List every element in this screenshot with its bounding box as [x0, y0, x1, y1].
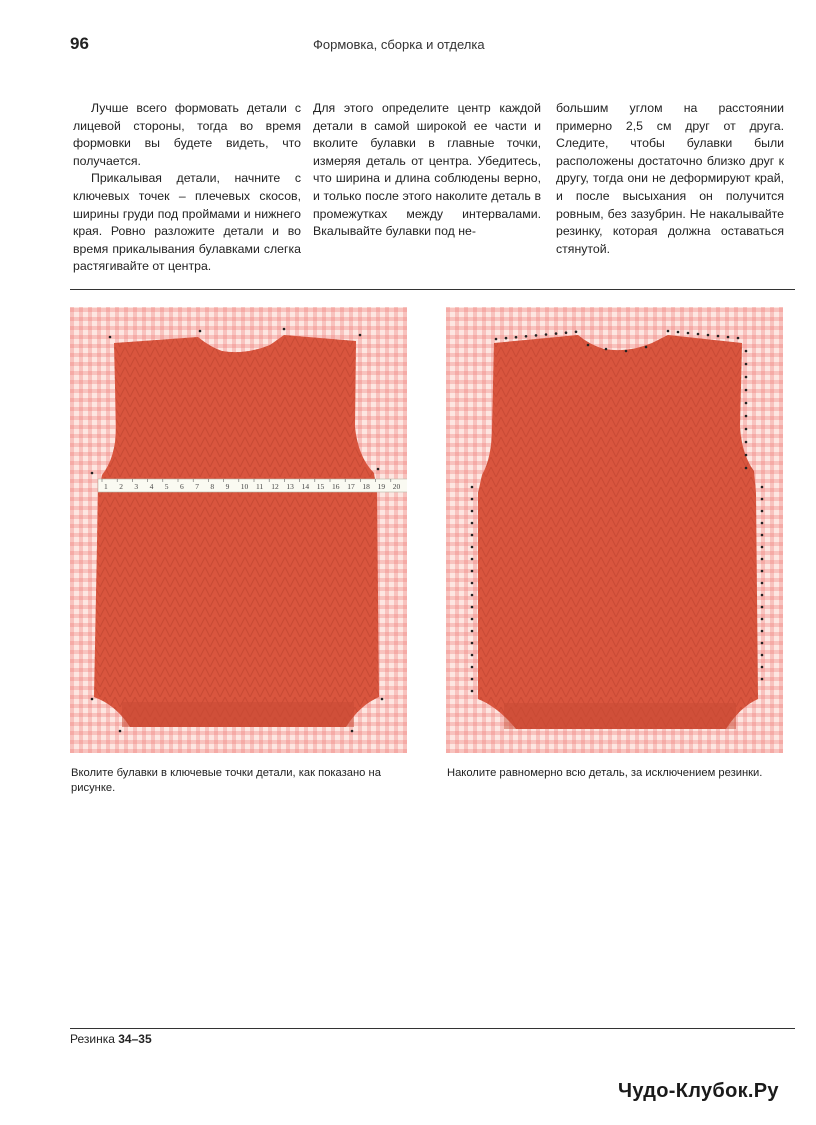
pin-dot: [471, 618, 474, 621]
pin-dot: [515, 336, 518, 339]
ruler-number: 1: [104, 482, 108, 491]
photo-key-points: [70, 307, 407, 753]
ruler-number: 4: [149, 482, 154, 491]
pin-dot: [761, 618, 764, 621]
pin-dot: [761, 642, 764, 645]
running-head: Формовка, сборка и отделка: [313, 37, 485, 52]
pin-dot: [545, 333, 548, 336]
ruler-number: 8: [210, 482, 215, 491]
pin-dot: [471, 570, 474, 573]
pin-dot: [575, 331, 578, 334]
pin-dot: [761, 666, 764, 669]
pin-dot: [745, 350, 748, 353]
pin-dot: [625, 350, 628, 353]
pin-dot: [91, 698, 94, 701]
pin-dot: [587, 344, 590, 347]
pin-dot: [555, 332, 558, 335]
pin-dot: [471, 642, 474, 645]
pin-dot: [351, 730, 354, 733]
pin-dot: [471, 654, 474, 657]
pin-dot: [761, 594, 764, 597]
pin-dot: [645, 346, 648, 349]
pin-dot: [745, 389, 748, 392]
pin-dot: [761, 510, 764, 513]
top-divider: [70, 289, 795, 290]
knitted-pinned-piece-illustration: [446, 307, 783, 753]
pin-dot: [471, 486, 474, 489]
pin-dot: [745, 441, 748, 444]
pin-dot: [283, 328, 286, 331]
cross-reference-label: Резинка: [70, 1032, 115, 1046]
ruler-number: 13: [286, 482, 294, 491]
pin-dot: [605, 348, 608, 351]
ruler-number: 12: [271, 482, 279, 491]
pin-dot: [565, 331, 568, 334]
ruler-number: 18: [362, 482, 370, 491]
ruler-number: 20: [392, 482, 401, 491]
pin-dot: [687, 332, 690, 335]
site-watermark: Чудо-Клубок.Ру: [618, 1080, 779, 1102]
pin-dot: [471, 630, 474, 633]
pin-dot: [471, 546, 474, 549]
pin-dot: [761, 654, 764, 657]
page-number: 96: [70, 34, 89, 53]
pin-dot: [745, 454, 748, 457]
pin-dot: [109, 336, 112, 339]
paragraph: большим углом на расстоянии примерно 2,5 см друг от друга. Следите, чтобы булавки были расположены достаточно близко друг к другу, тогда они не деформируют край, и после высыхания он получится ровным, без зазубрин. Не накалывайте резинку, которая должна оставаться стянутой.: [556, 101, 784, 256]
cross-reference-pages: 34–35: [118, 1032, 152, 1046]
pin-dot: [495, 338, 498, 341]
pin-dot: [761, 606, 764, 609]
pin-dot: [745, 402, 748, 405]
ruler-number: 11: [256, 482, 264, 491]
pin-dot: [761, 486, 764, 489]
ruler-number: 6: [180, 482, 184, 491]
pin-dot: [471, 498, 474, 501]
pin-dot: [761, 522, 764, 525]
pin-dot: [359, 334, 362, 337]
ruler-number: 10: [240, 482, 249, 491]
pin-dot: [471, 582, 474, 585]
pin-dot: [727, 336, 730, 339]
pin-dot: [471, 594, 474, 597]
pin-dot: [737, 337, 740, 340]
pin-dot: [745, 467, 748, 470]
caption-left: Вколите булавки в ключевые точки детали, как показано на рисунке.: [71, 767, 381, 794]
pin-dot: [199, 330, 202, 333]
tape-measure: [98, 479, 407, 492]
text-column-1: [73, 100, 301, 276]
pin-dot: [535, 334, 538, 337]
ruler-number: 14: [301, 482, 310, 491]
pin-dot: [505, 337, 508, 340]
pin-dot: [717, 335, 720, 338]
pin-dot: [761, 558, 764, 561]
text-column-3: [556, 100, 784, 258]
paragraph: Лучше всего формовать детали с лицевой стороны, тогда во время формовки вы будете видеть, что получается.: [73, 101, 301, 168]
pin-dot: [471, 522, 474, 525]
pin-dot: [761, 546, 764, 549]
pin-dot: [745, 428, 748, 431]
pin-dot: [525, 335, 528, 338]
ruler-number: 2: [119, 482, 123, 491]
pin-dot: [707, 334, 710, 337]
pin-dot: [381, 698, 384, 701]
ruler-number: 7: [195, 482, 199, 491]
caption-right: Наколите равномерно всю деталь, за исключением резинки.: [447, 767, 763, 779]
ruler-number: 16: [332, 482, 340, 491]
pin-dot: [471, 534, 474, 537]
knitted-back-piece-illustration: [70, 307, 407, 753]
pin-dot: [471, 558, 474, 561]
bottom-divider: [70, 1028, 795, 1029]
ruler-number: 17: [347, 482, 355, 491]
pin-dot: [667, 330, 670, 333]
pin-dot: [761, 678, 764, 681]
pin-dot: [471, 690, 474, 693]
ruler-number: 9: [225, 482, 230, 491]
pin-dot: [761, 534, 764, 537]
pin-dot: [377, 468, 380, 471]
pin-dot: [91, 472, 94, 475]
pin-dot: [745, 363, 748, 366]
paragraph: Для этого определите центр каждой детали в самой широкой ее части и вколите булавки в главные точки, измеряя деталь от центра. Убедитесь, что ширина и длина соблюдены верно, и только после этого наколите деталь в промежутках между интервалами. Вкалывайте булавки под не-: [313, 101, 541, 239]
text-column-2: [313, 100, 541, 241]
pin-dot: [471, 606, 474, 609]
pin-dot: [697, 333, 700, 336]
pin-dot: [471, 510, 474, 513]
ruler-number: 19: [377, 482, 386, 491]
ruler-number: 5: [164, 482, 169, 491]
photo-fully-pinned: [446, 307, 783, 753]
pin-dot: [761, 582, 764, 585]
pin-dot: [761, 570, 764, 573]
pin-dot: [745, 376, 748, 379]
cross-reference: [70, 1032, 152, 1046]
ruler-number: 3: [134, 482, 139, 491]
paragraph: Прикалывая детали, начните с ключевых точек – плечевых скосов, ширины груди под проймами и нижнего края. Ровно разложите детали и во время прикалывания булавками слегка растягивайте от центра.: [73, 171, 301, 274]
pin-dot: [761, 630, 764, 633]
pin-dot: [677, 331, 680, 334]
pin-dot: [119, 730, 122, 733]
ruler-number: 15: [316, 482, 325, 491]
pin-dot: [471, 678, 474, 681]
pin-dot: [745, 415, 748, 418]
pin-dot: [471, 666, 474, 669]
pin-dot: [761, 498, 764, 501]
